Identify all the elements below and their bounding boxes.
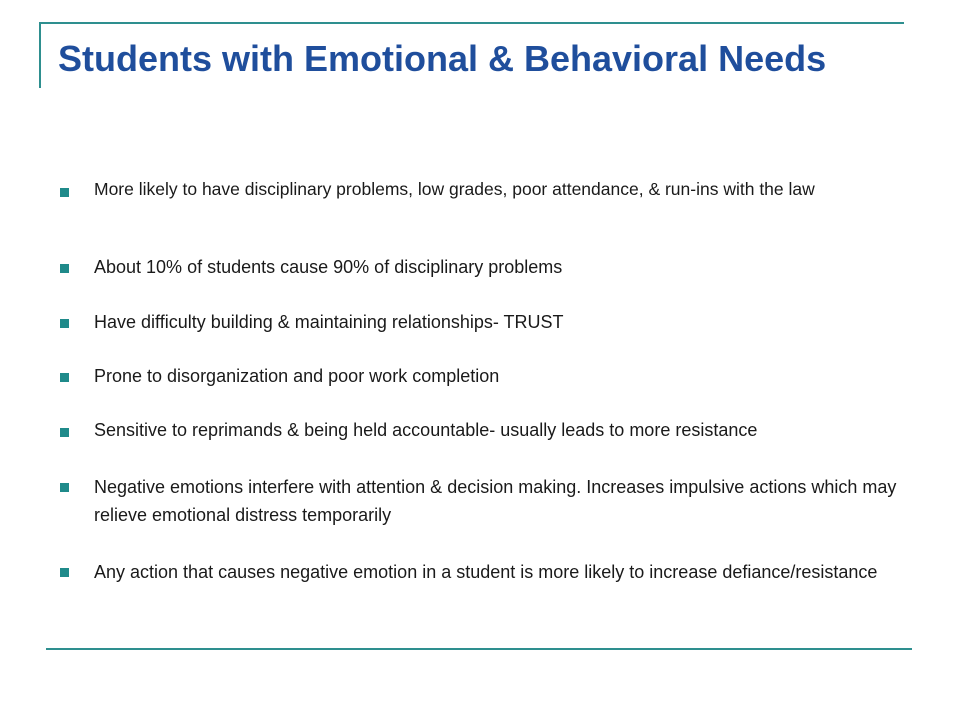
footer-divider-line <box>46 648 912 650</box>
square-bullet-icon <box>60 483 69 492</box>
bullet-text: Have difficulty building & maintaining relationships- TRUST <box>94 312 564 332</box>
bullet-text: More likely to have disciplinary problems, low grades, poor attendance, & run-ins with the law <box>94 179 815 199</box>
bullet-text: About 10% of students cause 90% of disciplinary problems <box>94 257 563 277</box>
square-bullet-icon <box>60 319 69 328</box>
slide-title: Students with Emotional & Behavioral Needs <box>58 38 827 79</box>
square-bullet-icon <box>60 568 69 577</box>
square-bullet-icon <box>60 264 69 273</box>
square-bullet-icon <box>60 428 69 437</box>
square-bullet-icon <box>60 188 69 197</box>
bullet-text: Sensitive to reprimands & being held accountable- usually leads to more resistance <box>94 420 758 440</box>
title-frame-horizontal-line <box>39 22 904 24</box>
title-frame-vertical-line <box>39 22 41 88</box>
square-bullet-icon <box>60 373 69 382</box>
bullet-text: Prone to disorganization and poor work completion <box>94 366 500 386</box>
bullet-text: Any action that causes negative emotion in a student is more likely to increase defiance/resistance <box>94 562 878 582</box>
bullet-text: Negative emotions interfere with attention & decision making. Increases impulsive actions which may relieve emotional distress temporarily <box>94 477 897 525</box>
